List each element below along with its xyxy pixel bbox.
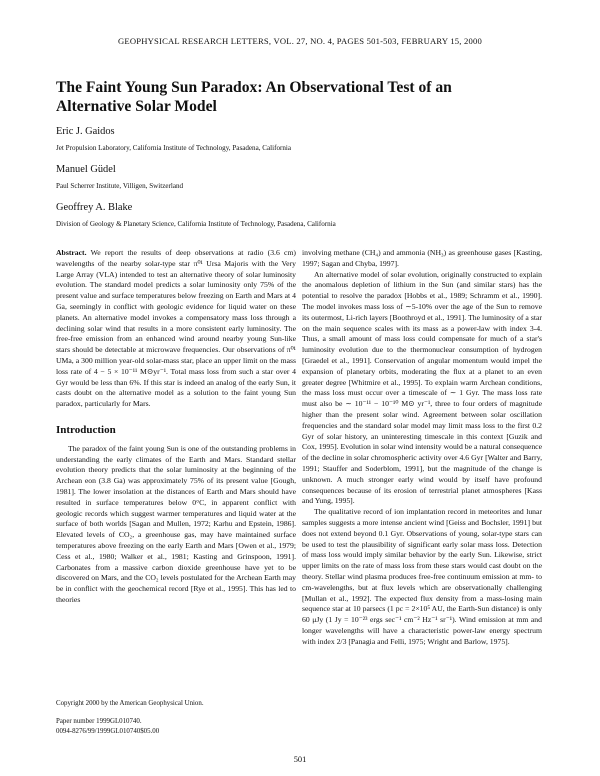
author-affiliation: Jet Propulsion Laboratory, California Institute of Technology, Pasadena, California	[56, 144, 292, 152]
left-column	[56, 248, 296, 606]
body-paragraph: involving methane (CH₄) and ammonia (NH₃) as greenhouse gases [Kasting, 1997; Sagan and Chyba, 1997].	[302, 248, 542, 268]
right-column	[302, 248, 542, 647]
author-name: Manuel Güdel	[56, 164, 116, 175]
author-name: Geoffrey A. Blake	[56, 202, 133, 213]
paper-title: The Faint Young Sun Paradox: An Observational Test of an Alternative Solar Model	[56, 79, 452, 115]
running-head: GEOPHYSICAL RESEARCH LETTERS, VOL. 27, NO. 4, PAGES 501-503, FEBRUARY 15, 2000	[118, 36, 482, 46]
paper-number: Paper number 1999GL010740.	[56, 718, 142, 725]
body-paragraph: The qualitative record of ion implantation record in meteorites and lunar samples suggests a more intense ancient wind [Geiss and Bochsler, 1991] but does not extend beyond 0.1 Gyr. Observations of young, solar-type stars can be used to test the plausibility of significant early solar mass loss. Detection of mass loss would imply similar behavior by the early Sun. Likewise, strict upper limits on the rate of mass loss from these stars would cast doubt on the theory. Stellar wind plasma produces free-free continuum emission at mm- to cm-wavelengths, but at flux levels which are observationally challenging [Mullan et al., 1992]. The expected flux density from a mass-losing main sequence star at 10 parsecs (1 pc = 2×10⁵ AU, the Earth-Sun distance) is only 60 μJy (1 Jy = 10⁻²³ ergs sec⁻¹ cm⁻² Hz⁻¹ sr⁻¹). Wind emission at mm and longer wavelengths will have a characteristic power-law energy spectrum with index 2/3 [Panagia and Felli, 1975; Wright and Barlow, 1975].	[302, 507, 542, 646]
abstract-label: Abstract.	[56, 248, 87, 257]
author-name: Eric J. Gaidos	[56, 126, 115, 137]
body-paragraph: An alternative model of solar evolution, originally constructed to explain the anomalous depletion of lithium in the Sun (and similar stars) has the potential to resolve the paradox [Hobbs et al., 1989; Schramm et al., 1990]. The model invokes mass loss of ∼5-10% over the age of the Sun to remove its outermost, Li-rich layers [Boothroyd et al., 1991]. The luminosity of a star on the main sequence scales with its mass as a power-law with index 3-4. Thus, a small amount of mass loss could compensate for much of a star's luminosity evolution due to the thermonuclear consumption of hydrogen [Graedel et al., 1991]. Conservation of angular momentum would impel the expansion of planetary orbits, moderating the flux at a planet to an even greater degree [Whitmire et al., 1995]. To explain warm Archean conditions, the mass loss must occur over a timescale of ∼ 1 Gyr. The mass loss rate must also be ∼ 10⁻¹¹ − 10⁻¹⁰ M⊙ yr⁻¹, three to four orders of magnitude higher than the present solar wind. Agreement between solar oscillation frequencies and the standard solar model may limit mass loss to the first 0.2 Gyr of solar history, an uninteresting timescale in this context [Guzik and Cox, 1995]. Evolution in solar wind intensity would be a natural consequence of the decline in solar chromospheric activity over 4.6 Gyr [Walter and Barry, 1991; Stauffer and Soderblom, 1991], but the magnitude of the change is unknown. A much stronger early wind would by itself have profound consequences because of its erosion of terrestrial planet atmospheres [Kass and Yung, 1995].	[302, 269, 542, 506]
issn-code: 0094-8276/99/1999GL010740$05.00	[56, 727, 160, 735]
section-heading-introduction: Introduction	[56, 423, 116, 436]
abstract	[56, 248, 296, 410]
page-number: 501	[293, 755, 307, 764]
copyright-notice: Copyright 2000 by the American Geophysical Union.	[56, 700, 204, 707]
author-affiliation: Division of Geology & Planetary Science, California Institute of Technology, Pasadena, California	[56, 220, 336, 228]
author-affiliation: Paul Scherrer Institute, Villigen, Switzerland	[56, 182, 184, 190]
paper-number-block	[56, 717, 296, 736]
abstract-text: We report the results of deep observations at radio (3.6 cm) wavelengths of the nearby solar-type star π⁰¹ Ursa Majoris with the Very Large Array (VLA) intended to test an alternative theory of solar luminosity evolution. The standard model predicts a solar luminosity only 75% of the present value and surface temperatures below freezing on Earth and Mars at 4 Ga, seemingly in conflict with geologic evidence for liquid water on these planets. An alternative model invokes a compensatory mass loss through a declining solar wind that results in a more consistent early luminosity. The free-free emission from an enhanced wind around nearby young Sun-like stars should be detectable at microwave frequencies. Our observations of π⁰¹ UMa, a 300 million year-old solar-mass star, place an upper limit on the mass loss rate of 4 − 5 × 10⁻¹¹ M⊙yr⁻¹. Total mass loss from such a star over 4 Gyr would be less than 6%. If this star is indeed an analog of the early Sun, it casts doubt on the alternative model as a solution to the faint young Sun paradox, particularly for Mars.	[56, 248, 296, 409]
introduction-paragraph: The paradox of the faint young Sun is one of the outstanding problems in understanding the early climates of the Earth and Mars. Standard stellar evolution theory predicts that the solar luminosity at the beginning of the Archean eon (3.8 Ga) was approximately 75% of its present value [Gough, 1981]. The lower insolation at the distances of Earth and Mars should have resulted in surface temperatures below 0°C, in apparent conflict with geologic records which suggest warmer temperatures and liquid water at the surface of both worlds [Sagan and Mullen, 1972; Karhu and Epstein, 1986]. Elevated levels of CO₂, a greenhouse gas, may have maintained surface temperatures above freezing on the early Earth and Mars [Owen et al., 1979; Cess et al., 1980; Walker et al., 1981; Kasting and Grinspoon, 1991]. Carbonates from a massive carbon dioxide greenhouse have yet to be discovered on Mars, and the CO₂ levels postulated for the Archean Earth may be in conflict with the geochemical record [Rye et al., 1995]. This has led to theories	[56, 443, 296, 604]
